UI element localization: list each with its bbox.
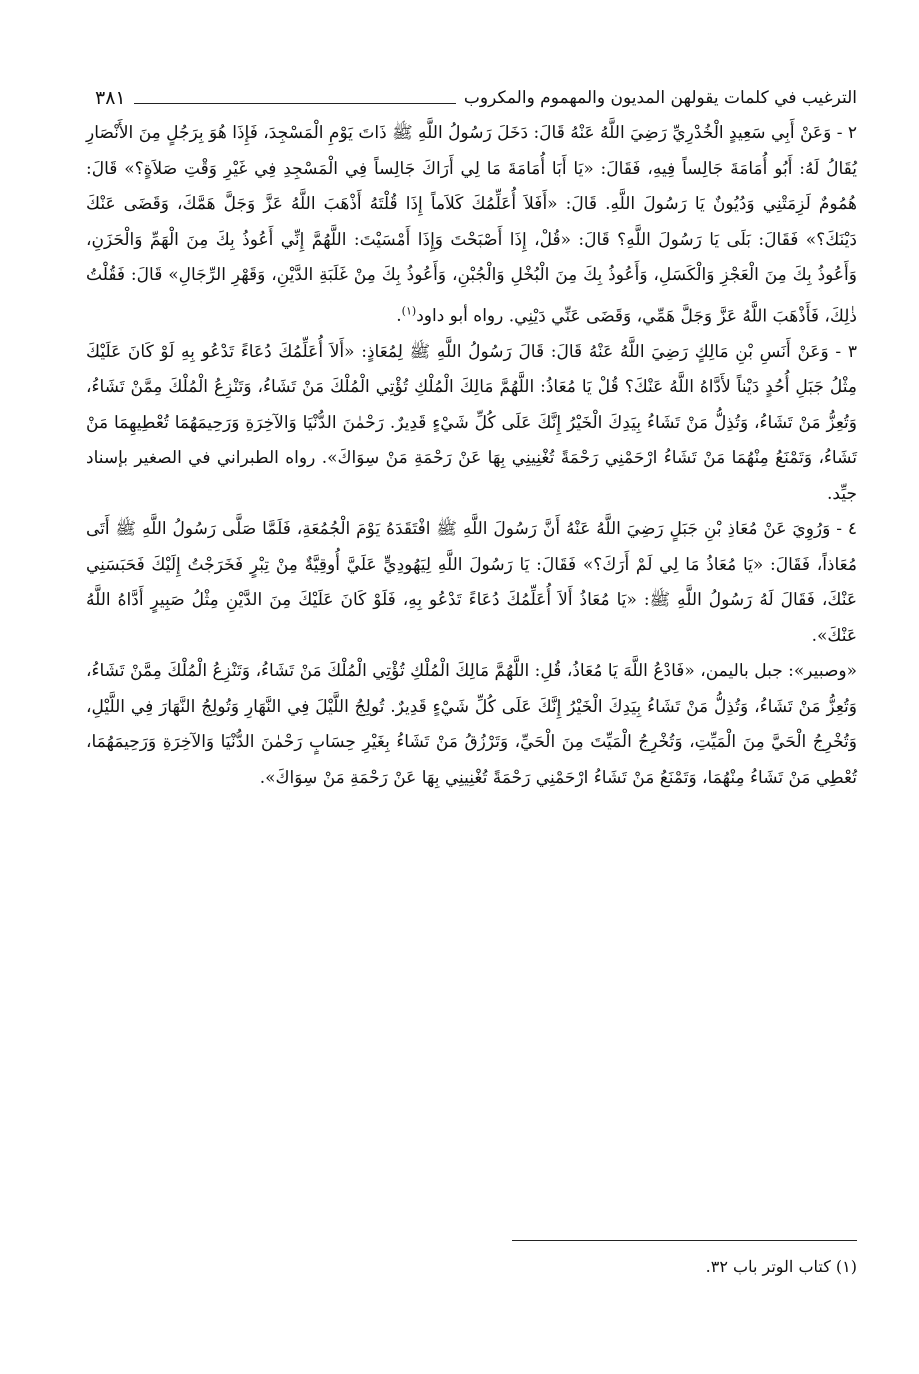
- hadith-text: ٢ - وَعَنْ أَبِي سَعِيدٍ الْخُدْرِيِّ رَضِيَ اللَّهُ عَنْهُ قَالَ: دَخَلَ رَسُولُ اللَّهِ ﷺ ذَاتَ يَوْمِ الْمَسْجِدَ، فَإِذَا هُوَ بِرَجُلٍ مِنَ الأَنْصَارِ يُقَالُ لَهُ: أَبُو أُمَامَةَ جَالِساً فِيهِ، فَقَالَ: «يَا أَبَا أُمَامَةَ مَا لِي أَرَاكَ جَالِساً فِي الْمَسْجِدِ فِي غَيْرِ وَقْتِ صَلاَةٍ؟» قَالَ: هُمُومٌ لَزِمَتْنِي وَدُيُونٌ يَا رَسُولَ اللَّهِ. قَالَ: «أَفَلاَ أُعَلِّمُكَ كَلاَماً إِذَا قُلْتَهُ أَذْهَبَ اللَّهُ عَزَّ وَجَلَّ هَمَّكَ، وَقَضَى عَنْكَ دَيْنَكَ؟» فَقَالَ: بَلَى يَا رَسُولَ اللَّهِ؟ قَالَ: «قُلْ، إِذَا أَصْبَحْتَ وَإِذَا أَمْسَيْتَ: اللَّهُمَّ إِنِّي أَعُوذُ بِكَ مِنَ الْهَمِّ وَالْحَزَنِ، وَأَعُوذُ بِكَ مِنَ الْعَجْزِ وَالْكَسَلِ، وَأَعُوذُ بِكَ مِنَ الْبُخْلِ وَالْجُبْنِ، وَأَعُوذُ بِكَ مِنْ غَلَبَةِ الدَّيْنِ، وَقَهْرِ الرِّجَالِ» قَالَ: فَقُلْتُ ذٰلِكَ، فَأَذْهَبَ اللَّهُ عَزَّ وَجَلَّ هَمِّي، وَقَضَى عَنِّي دَيْنِي.: [86, 123, 857, 327]
- hadith-text: ٤ - وَرُوِيَ عَنْ مُعَاذِ بْنِ جَبَلٍ رَضِيَ اللَّهُ عَنْهُ أَنَّ رَسُولَ اللَّهِ ﷺ افْتَقَدَهُ يَوْمَ الْجُمُعَةِ، فَلَمَّا صَلَّى رَسُولُ اللَّهِ ﷺ أَتَى مُعَاذاً، فَقَالَ: «يَا مُعَاذُ مَا لِي لَمْ أَرَكَ؟» فَقَالَ: يَا رَسُولَ اللَّهِ لِيَهُودِيٍّ عَلَيَّ أُوقِيَّةٌ مِنْ تِبْرٍ فَخَرَجْتُ إِلَيْكَ فَحَبَسَنِي عَنْكَ، فَقَالَ لَهُ رَسُولُ اللَّهِ ﷺ: «يَا مُعَاذُ أَلاَ أُعَلِّمُكَ دُعَاءً تَدْعُو بِهِ، فَلَوْ كَانَ عَلَيْكَ مِنَ الدَّيْنِ مِثْلُ صَبِيرٍ أَدَّاهُ اللَّهُ عَنْكَ».: [86, 519, 857, 646]
- running-title: الترغيب في كلمات يقولهن المديون والمهموم والمكروب: [463, 88, 857, 108]
- gloss-paragraph: «وصبير»: جبل باليمن، «فَادْعُ اللَّهَ يَا مُعَاذُ، قُلِ: اللَّهُمَّ مَالِكَ الْمُلْكِ تُؤْتِي الْمُلْكَ مَنْ تَشَاءُ، وَتَنْزِعُ الْمُلْكَ مِمَّنْ تَشَاءُ، وَتُعِزُّ مَنْ تَشَاءُ، وَتُذِلُّ مَنْ تَشَاءُ بِيَدِكَ الْخَيْرُ إِنَّكَ عَلَى كُلِّ شَيْءٍ قَدِيرٌ. تُولِجُ اللَّيْلَ فِي النَّهَارِ وَتُولِجُ النَّهَارَ فِي اللَّيْلِ، وَتُخْرِجُ الْحَيَّ مِنَ الْمَيِّتِ، وَتُخْرِجُ الْمَيِّتَ مِنَ الْحَيِّ، وَتَرْزُقُ مَنْ تَشَاءُ بِغَيْرِ حِسَابٍ رَحْمٰنَ الدُّنْيَا وَالآخِرَةِ وَرَحِيمَهُمَا، تُعْطِي مَنْ تَشَاءُ مِنْهُمَا، وَتَمْنَعُ مَنْ تَشَاءُ ارْحَمْنِي رَحْمَةً تُغْنِينِي بِهَا عَنْ رَحْمَةِ مَنْ سِوَاكَ».: [86, 661, 857, 788]
- main-text: [86, 116, 857, 796]
- footnote-reference: (١): [401, 304, 417, 318]
- source-text: رواه أبو داود: [416, 306, 504, 327]
- hadith-entry-2: [86, 116, 857, 335]
- hadith-entry-4: [86, 512, 857, 654]
- hadith-text: ٣ - وَعَنْ أَنَسِ بْنِ مَالِكٍ رَضِيَ اللَّهُ عَنْهُ قَالَ: قَالَ رَسُولُ اللَّهِ ﷺ لِمُعَاذٍ: «أَلاَ أُعَلِّمُكَ دُعَاءً تَدْعُو بِهِ لَوْ كَانَ عَلَيْكَ مِثْلُ جَبَلِ أُحُدٍ دَيْناً لأَدَّاهُ اللَّهُ عَنْكَ؟ قُلْ يَا مُعَاذُ: اللَّهُمَّ مَالِكَ الْمُلْكِ تُؤْتِي الْمُلْكَ مَنْ تَشَاءُ، وَتَنْزِعُ الْمُلْكَ مِمَّنْ تَشَاءُ، وَتُعِزُّ مَنْ تَشَاءُ، وَتُذِلُّ مَنْ تَشَاءُ بِيَدِكَ الْخَيْرُ إِنَّكَ عَلَى كُلِّ شَيْءٍ قَدِيرٌ. رَحْمٰنَ الدُّنْيَا وَالآخِرَةِ وَرَحِيمَهُمَا تُعْطِيهِمَا مَنْ تَشَاءُ، وَتَمْنَعُ مِنْهُمَا مَنْ تَشَاءُ ارْحَمْنِي رَحْمَةً تُغْنِينِي بِهَا عَنْ رَحْمَةِ مَنْ سِوَاكَ».: [86, 341, 858, 469]
- source-end: .: [396, 306, 402, 327]
- footnote-divider: [512, 1240, 857, 1241]
- page-number: ٣٨١: [95, 87, 126, 109]
- page-header: [95, 70, 857, 110]
- hadith-entry-3: [86, 335, 857, 513]
- footnote: (١) كتاب الوتر باب ٣٢.: [705, 1257, 857, 1276]
- hadith-source: [396, 306, 503, 326]
- hadith-source: رواه الطبراني في الصغير بإسناد جيِّد.: [86, 448, 857, 504]
- header-rule: [134, 103, 456, 104]
